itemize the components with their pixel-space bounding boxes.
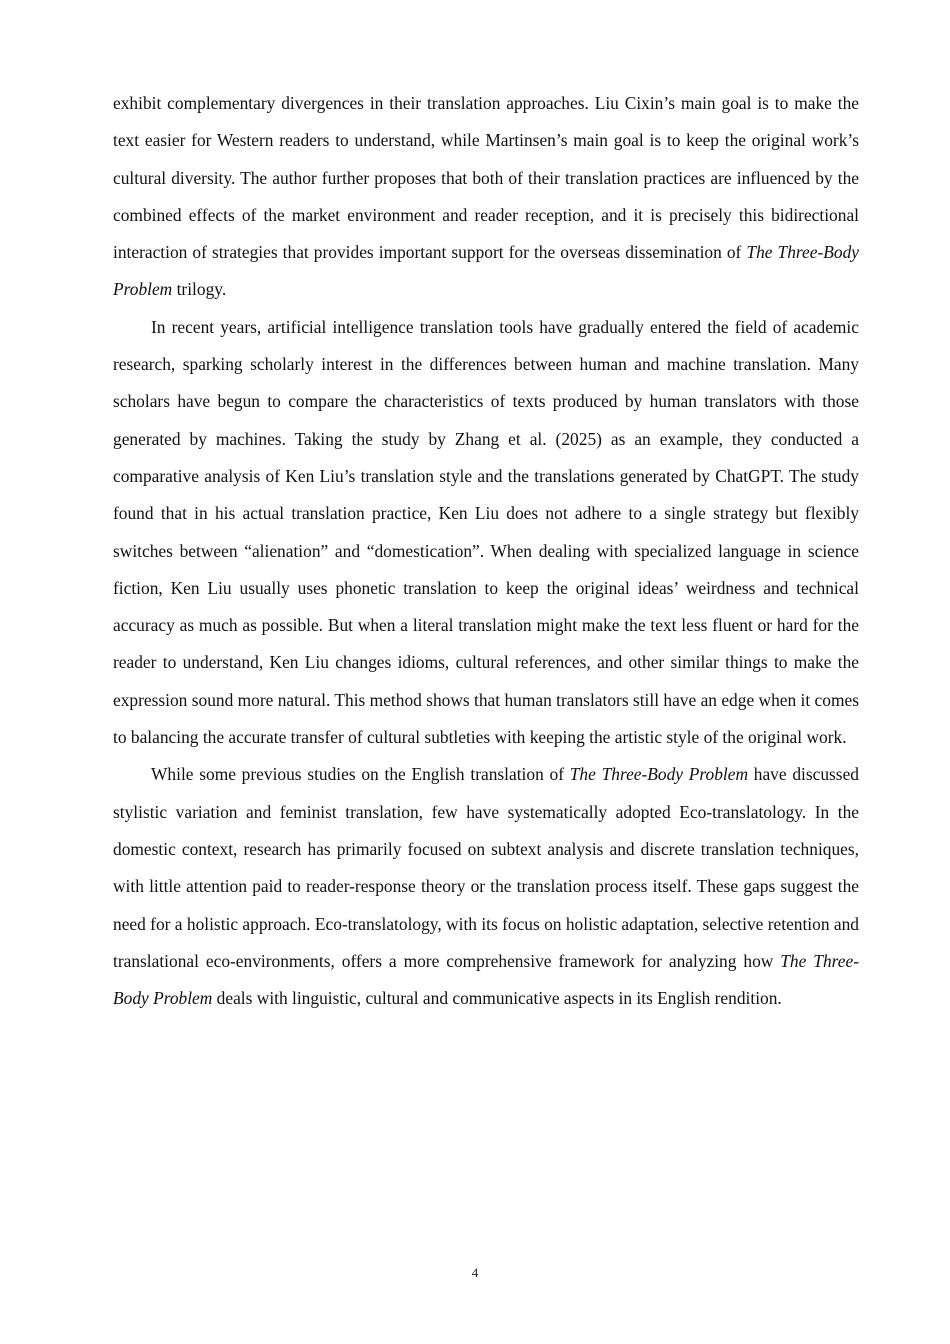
body-text [113, 85, 859, 1017]
book-title: The Three-Body Problem [113, 242, 859, 300]
text-segment: In recent years, artificial intelligence translation tools have gradually entered the field of academic research, sparking scholarly interest in the differences between human and machine translation. Many scholars have begun to compare the characteristics of texts produced by human translators with those generated by machines. Taking the study by Zhang et al. (2025) as an example, they conducted a comparative analysis of Ken Liu’s translation style and the translations generated by ChatGPT. The study found that in his actual translation practice, Ken Liu does not adhere to a single strategy but flexibly switches between “alienation” and “domestication”. When dealing with specialized language in science fiction, Ken Liu usually uses phonetic translation to keep the original ideas’ weirdness and technical accuracy as much as possible. But when a literal translation might make the text less fluent or hard for the reader to understand, Ken Liu changes idioms, cultural references, and other similar things to make the expression sound more natural. This method shows that human translators still have an edge when it comes to balancing the accurate transfer of cultural subtleties with keeping the artistic style of the original work. [113, 316, 859, 748]
text-segment: While some previous studies on the English translation of [151, 764, 570, 785]
book-title: The Three-Body Problem [569, 764, 749, 785]
book-title: The Three-Body Problem [113, 950, 859, 1009]
paragraph [113, 85, 859, 309]
page-number: 4 [471, 1265, 479, 1280]
text-segment: trilogy. [172, 279, 227, 300]
text-segment: have discussed stylistic variation and feminist translation, few have systematically adopted Eco-translatology. In the domestic context, research has primarily focused on subtext analysis and discrete translation techniques, with little attention paid to reader-response theory or the translation process itself. These gaps suggest the need for a holistic approach. Eco-translatology, with its focus on holistic adaptation, selective retention and translational eco-environments, offers a more comprehensive framework for analyzing how [113, 764, 859, 971]
paragraph [113, 756, 859, 1017]
text-segment: deals with linguistic, cultural and communicative aspects in its English rendition. [212, 988, 782, 1009]
text-segment: exhibit complementary divergences in their translation approaches. Liu Cixin’s main goal is to make the text easier for Western readers to understand, while Martinsen’s main goal is to keep the original work’s cultural diversity. The author further proposes that both of their translation practices are influenced by the combined effects of the market environment and reader reception, and it is precisely this bidirectional interaction of strategies that provides important support for the overseas dissemination of [113, 93, 859, 263]
paragraph [113, 309, 859, 757]
